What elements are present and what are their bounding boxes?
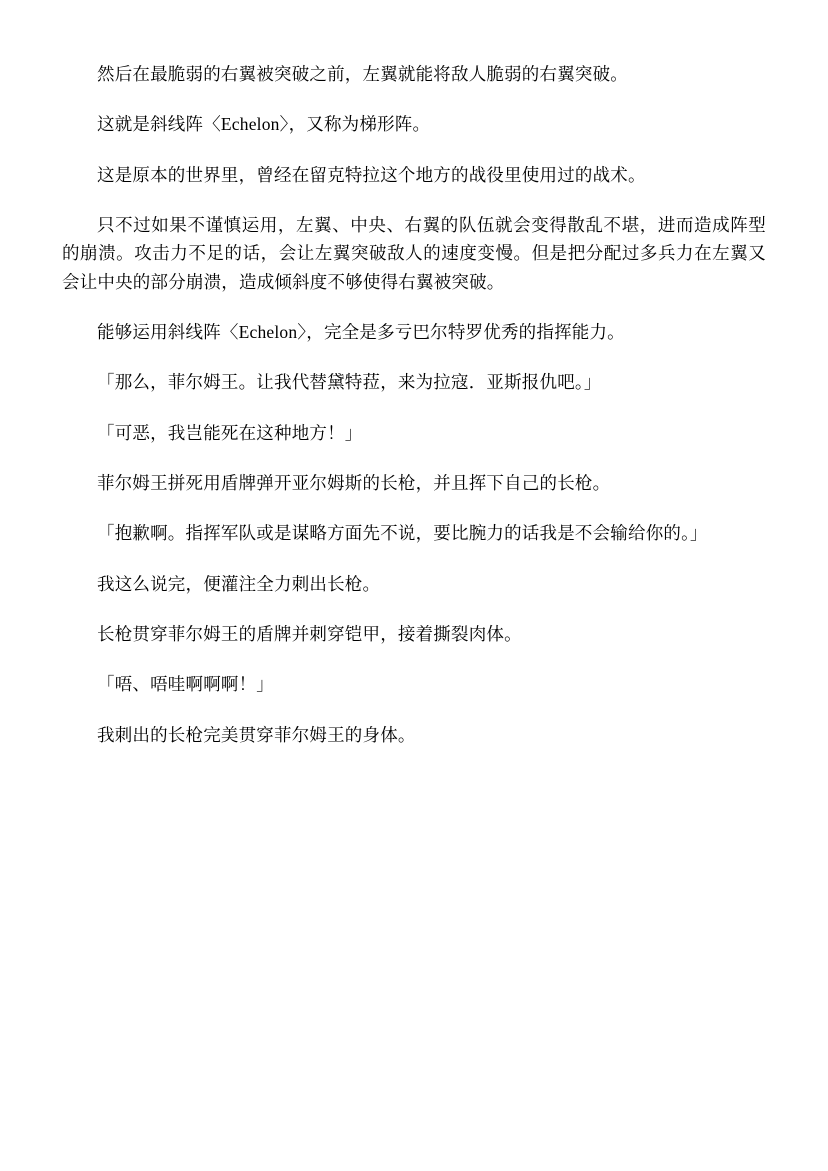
paragraph: 菲尔姆王拼死用盾牌弹开亚尔姆斯的长枪，并且挥下自己的长枪。 <box>97 473 611 494</box>
paragraph: 这是原本的世界里，曾经在留克特拉这个地方的战役里使用过的战术。 <box>97 164 646 185</box>
document-body <box>62 60 766 749</box>
paragraph: 长枪贯穿菲尔姆王的盾牌并刺穿铠甲，接着撕裂肉体。 <box>97 624 522 645</box>
paragraph: 「抱歉啊。指挥军队或是谋略方面先不说，要比腕力的话我是不会输给你的。」 <box>97 523 708 544</box>
paragraph: 这就是斜线阵〈Echelon〉，又称为梯形阵。 <box>97 114 431 135</box>
paragraph: 我刺出的长枪完美贯穿菲尔姆王的身体。 <box>97 724 416 745</box>
paragraph: 能够运用斜线阵〈Echelon〉，完全是多亏巴尔特罗优秀的指挥能力。 <box>97 322 625 343</box>
paragraph: 然后在最脆弱的右翼被突破之前，左翼就能将敌人脆弱的右翼突破。 <box>97 64 628 84</box>
paragraph: 「唔、唔哇啊啊啊！」 <box>97 674 274 695</box>
paragraph: 「那么，菲尔姆王。让我代替黛特菈，来为拉寇．亚斯报仇吧。」 <box>97 372 602 393</box>
paragraph: 只不过如果不谨慎运用，左翼、中央、右翼的队伍就会变得散乱不堪，进而造成阵型的崩溃。攻击力不足的话，会让左翼突破敌人的速度变慢。但是把分配过多兵力在左翼又会让中央的部分崩溃，造成倾斜度不够使得右翼被突破。 <box>62 215 766 292</box>
paragraph: 我这么说完，便灌注全力刺出长枪。 <box>97 573 381 594</box>
paragraph: 「可恶，我岂能死在这种地方！」 <box>97 422 363 443</box>
